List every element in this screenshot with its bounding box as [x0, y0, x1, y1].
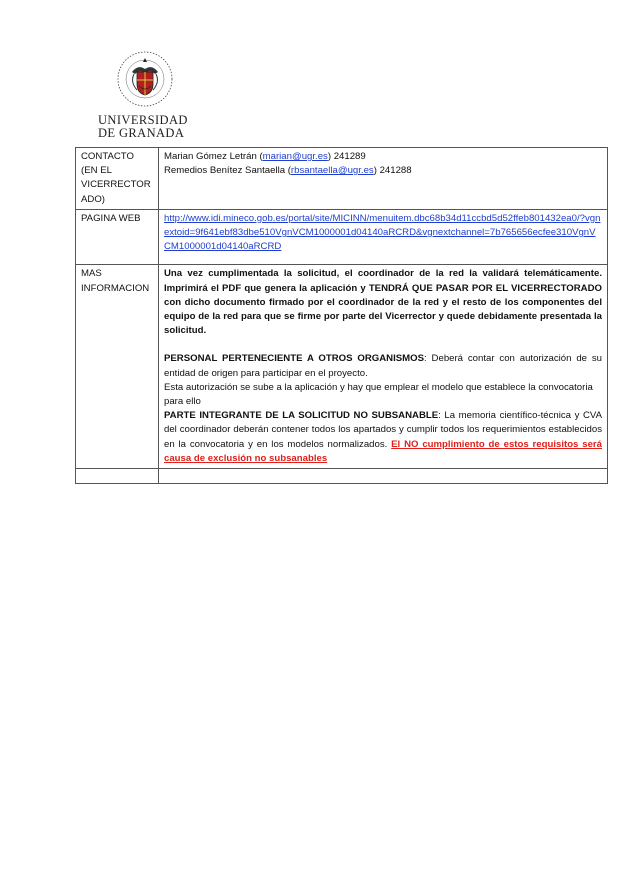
info-paragraph-3: Esta autorización se sube a la aplicación y hay que emplear el modelo que establece la convocatoria para ello: [164, 381, 593, 408]
info-text-parte: : La memoria científico-técnica y CVA del coordinador deberán contener todos los apartados y cumplir todos los requerimientos establecidos en la convocatoria y en los modelos normalizados.: [164, 410, 602, 450]
info-table: [75, 147, 608, 484]
label-contacto: CONTACTO (EN EL VICERRECTOR ADO): [76, 148, 159, 210]
empty-cell-label: [76, 469, 159, 484]
contact-phone-1: ) 241289: [327, 151, 366, 162]
info-text-personal: : Deberá contar con autorización de su entidad de origen para participar en el proyecto.: [164, 353, 602, 379]
table-row-web: [76, 209, 608, 265]
info-warning-red: El NO cumplimiento de estos requisitos será causa de exclusión no subsanables: [164, 438, 602, 464]
contact-line-1: [164, 150, 602, 164]
info-paragraph-1: Una vez cumplimentada la solicitud, el coordinador de la red la validará telemáticamente. Imprimirá el PDF que genera la aplicación y TENDRÁ QUE PASAR POR EL VICERRECTORADO con dicho documento firmado por el coordinador de la red y el resto de los componentes del equipo de la red para que se firme por parte del Vicerrector y quede debidamente presentada la solicitud.: [164, 268, 602, 337]
info-heading-personal: PERSONAL PERTENECIENTE A OTROS ORGANISMOS: [164, 353, 425, 365]
empty-cell-value: [159, 469, 608, 484]
info-paragraph-4: [164, 409, 602, 466]
contact-name-1: Marian Gómez Letrán (: [164, 151, 263, 162]
web-url-link[interactable]: http://www.idi.mineco.gob.es/portal/site/MICINN/menuitem.dbc68b34d11ccbd5d52ffeb801432ea0/?vgnextoid=9f641ebf83dbe510VgnVCM1000001d04140aRCRD&vgnextchannel=7b765656ecfee310VgnVCM1000001d04140aRCRD: [164, 212, 601, 253]
info-heading-parte: PARTE INTEGRANTE DE LA SOLICITUD NO SUBSANABLE: [164, 410, 439, 422]
table-row-contacto: [76, 148, 608, 210]
table-row-info: [76, 265, 608, 469]
contact-name-2: Remedios Benítez Santaella (: [164, 165, 291, 177]
contact-line-2: [164, 164, 602, 178]
university-logo: [98, 50, 192, 140]
contact-phone-2: ) 241288: [373, 165, 412, 177]
label-mas-informacion: MAS INFORMACION: [76, 265, 159, 469]
value-contacto: [159, 148, 608, 210]
email-link-marian[interactable]: marian@ugr.es: [262, 151, 328, 162]
value-web: [159, 209, 608, 265]
value-info: [159, 265, 608, 469]
logo-line-universidad: UNIVERSIDAD: [98, 113, 188, 127]
university-seal-icon: [116, 50, 174, 108]
table-row-empty: [76, 469, 608, 484]
logo-line-granada: DE GRANADA: [98, 126, 185, 140]
label-pagina-web: PAGINA WEB: [76, 209, 159, 265]
email-link-rbsantaella[interactable]: rbsantaella@ugr.es: [290, 165, 374, 177]
info-paragraph-2: [164, 352, 602, 380]
